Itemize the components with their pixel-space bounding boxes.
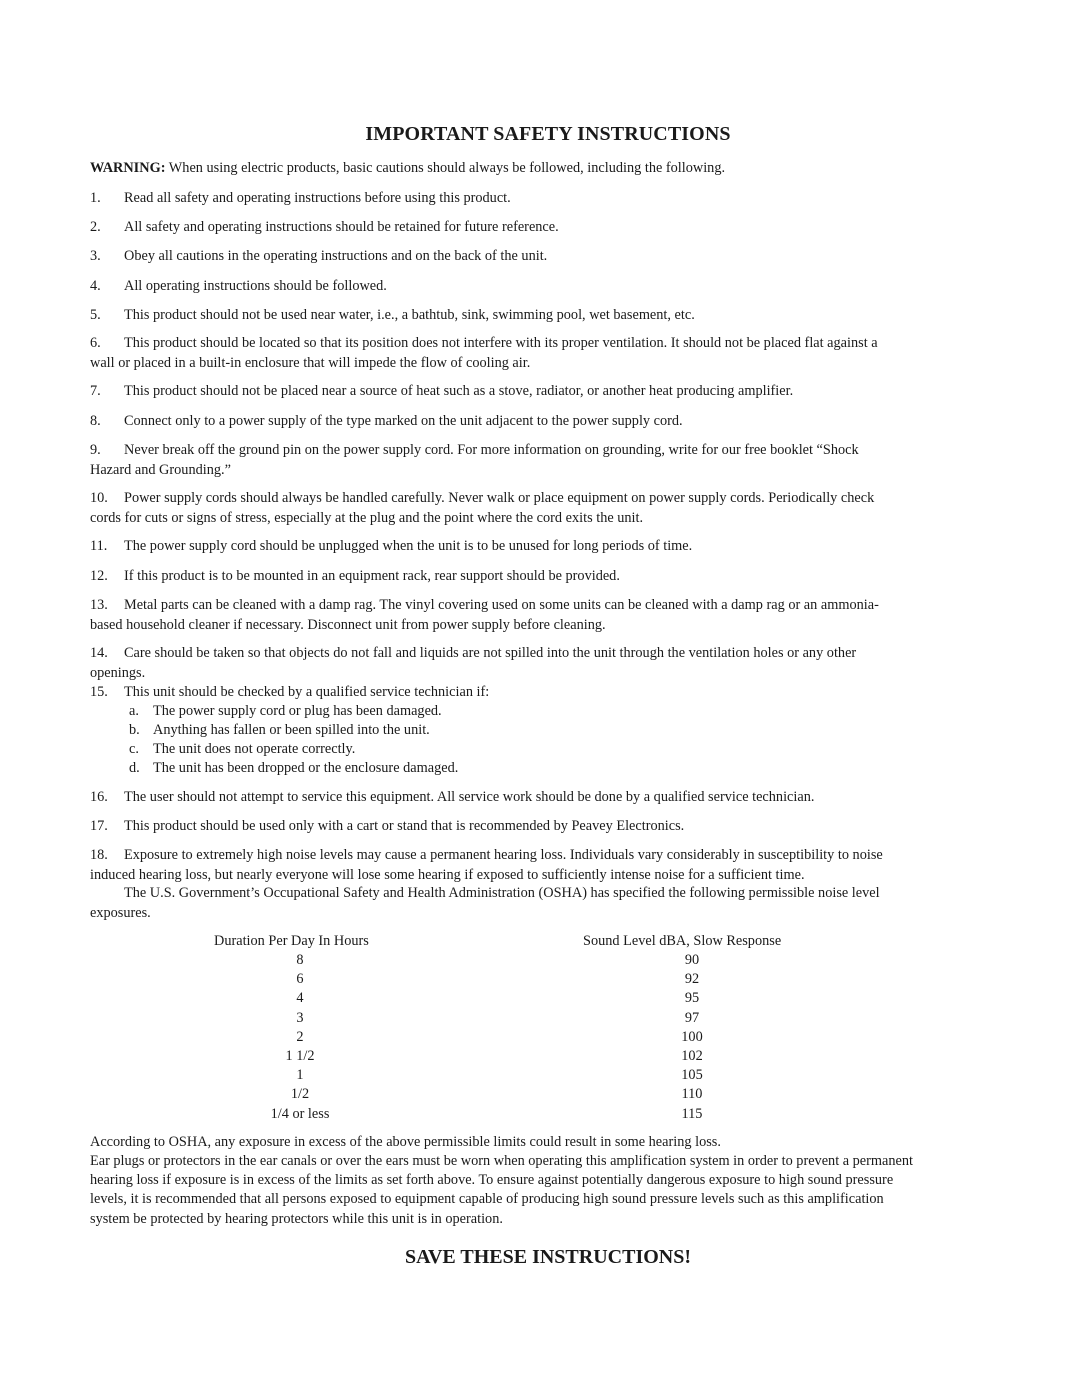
item-text: This unit should be checked by a qualified service technician if: — [124, 684, 490, 700]
item-text: This product should be used only with a cart or stand that is recommended by Peavey Electronics. — [124, 818, 685, 834]
table-column-duration — [220, 951, 380, 1124]
table-cell: 102 — [681, 1047, 703, 1064]
list-item — [90, 305, 695, 325]
list-item — [90, 440, 859, 480]
item-text: Connect only to a power supply of the type marked on the unit adjacent to the power supply cord. — [124, 413, 683, 429]
item-text: Read all safety and operating instructions before using this product. — [124, 190, 511, 206]
item-number: 12. — [90, 568, 108, 584]
sub-list-item — [129, 740, 355, 759]
item-text-continued: wall or placed in a built-in enclosure that will impede the flow of cooling air. — [90, 355, 531, 371]
osha-intro-line: The U.S. Government’s Occupational Safety and Health Administration (OSHA) has specified the following permissible noise level — [124, 885, 880, 901]
list-item — [90, 188, 511, 208]
item-number: 8. — [90, 413, 101, 429]
closing-line: system be protected by hearing protectors while this unit is in operation. — [90, 1211, 503, 1227]
list-item — [90, 333, 878, 373]
table-cell: 105 — [681, 1067, 703, 1084]
item-number: 16. — [90, 789, 108, 805]
table-cell: 115 — [681, 1105, 703, 1122]
table-cell: 1 — [296, 1067, 304, 1084]
page-title: IMPORTANT SAFETY INSTRUCTIONS — [365, 123, 731, 145]
item-number: 6. — [90, 335, 101, 351]
sub-item-text: The unit does not operate correctly. — [153, 741, 356, 757]
table-cell: 95 — [684, 990, 700, 1007]
sub-item-text: Anything has fallen or been spilled into the unit. — [153, 722, 430, 738]
save-instructions-heading: SAVE THESE INSTRUCTIONS! — [404, 1246, 692, 1268]
sub-item-text: The power supply cord or plug has been damaged. — [153, 703, 442, 719]
item-text-continued: based household cleaner if necessary. Disconnect unit from power supply before cleaning. — [90, 617, 606, 633]
table-cell: 1/4 or less — [270, 1105, 330, 1122]
item-text: All operating instructions should be followed. — [124, 278, 387, 294]
closing-line: levels, it is recommended that all persons exposed to equipment capable of producing high sound pressure levels such as this amplification — [90, 1191, 884, 1207]
table-cell: 110 — [681, 1086, 703, 1103]
sub-item-label: d. — [129, 760, 140, 776]
table-cell: 4 — [296, 990, 304, 1007]
table-cell: 2 — [296, 1028, 304, 1045]
list-item — [90, 566, 620, 586]
list-item — [90, 643, 856, 683]
item-text: Never break off the ground pin on the power supply cord. For more information on grounding, write for our free booklet “Shock — [124, 442, 859, 458]
item-number: 17. — [90, 818, 108, 834]
table-cell: 6 — [296, 971, 304, 988]
list-item — [90, 595, 879, 635]
item-number: 13. — [90, 597, 108, 613]
item-text-continued: cords for cuts or signs of stress, especially at the plug and the point where the cord exits the unit. — [90, 510, 644, 526]
item-text: Obey all cautions in the operating instructions and on the back of the unit. — [124, 248, 548, 264]
list-item — [90, 536, 692, 556]
sub-item-label: a. — [129, 703, 139, 719]
table-column-sound-level — [652, 951, 732, 1124]
item-number: 3. — [90, 248, 101, 264]
table-cell: 100 — [681, 1028, 703, 1045]
item-number: 14. — [90, 645, 108, 661]
item-number: 18. — [90, 847, 108, 863]
item-text-continued: Hazard and Grounding.” — [90, 462, 231, 478]
table-cell: 1 1/2 — [285, 1047, 315, 1064]
list-item — [90, 217, 559, 237]
sub-item-label: c. — [129, 741, 139, 757]
sub-list-item — [129, 702, 442, 721]
item-text: The user should not attempt to service this equipment. All service work should be done by a qualified service technician. — [124, 789, 815, 805]
table-cell: 1/2 — [290, 1086, 310, 1103]
list-item — [90, 276, 387, 296]
item-number: 9. — [90, 442, 101, 458]
closing-line: Ear plugs or protectors in the ear canals or over the ears must be worn when operating this amplification system in order to prevent a permanent — [90, 1153, 913, 1169]
item-number: 2. — [90, 219, 101, 235]
item-text: If this product is to be mounted in an equipment rack, rear support should be provided. — [124, 568, 620, 584]
sub-item-text: The unit has been dropped or the enclosure damaged. — [153, 760, 459, 776]
item-number: 11. — [90, 538, 108, 554]
item-text: Exposure to extremely high noise levels may cause a permanent hearing loss. Individuals vary considerably in susceptibility to noise — [124, 847, 883, 863]
list-item — [90, 411, 683, 431]
table-cell: 92 — [684, 971, 700, 988]
item-text: All safety and operating instructions should be retained for future reference. — [124, 219, 559, 235]
table-cell: 8 — [296, 952, 304, 968]
item-number: 1. — [90, 190, 101, 206]
warning-text: When using electric products, basic cautions should always be followed, including the following. — [168, 160, 726, 176]
osha-note: According to OSHA, any exposure in excess of the above permissible limits could result in some hearing loss. — [90, 1134, 721, 1150]
item-text: This product should not be placed near a source of heat such as a stove, radiator, or another heat producing amplifier. — [124, 383, 794, 399]
table-header-duration: Duration Per Day In Hours — [214, 933, 369, 949]
osha-intro-continued: exposures. — [90, 905, 151, 921]
list-item — [90, 682, 489, 702]
sub-list-item — [129, 721, 430, 740]
sub-item-label: b. — [129, 722, 140, 738]
item-number: 7. — [90, 383, 101, 399]
item-text: Metal parts can be cleaned with a damp rag. The vinyl covering used on some units can be cleaned with a damp rag or an ammonia- — [124, 597, 879, 613]
list-item — [90, 246, 547, 266]
item-text: Power supply cords should always be handled carefully. Never walk or place equipment on power supply cords. Periodically check — [124, 490, 875, 506]
warning-label: WARNING: — [90, 160, 166, 176]
item-text-continued: induced hearing loss, but nearly everyone will lose some hearing if exposed to sufficiently intense noise for a sufficient time. — [90, 867, 805, 883]
sub-list-item — [129, 759, 458, 778]
closing-line: hearing loss if exposure is in excess of the limits as set forth above. To ensure against potentially dangerous exposure to high sound pressure — [90, 1172, 894, 1188]
list-item — [90, 845, 883, 885]
item-text: This product should be located so that its position does not interfere with its proper ventilation. It should not be placed flat against a — [124, 335, 878, 351]
item-text-continued: openings. — [90, 665, 146, 681]
table-cell: 97 — [684, 1009, 700, 1026]
item-number: 4. — [90, 278, 101, 294]
list-item — [90, 787, 814, 807]
list-item — [90, 816, 684, 836]
list-item — [90, 488, 874, 528]
table-cell: 3 — [296, 1009, 304, 1026]
item-number: 10. — [90, 490, 108, 506]
table-cell: 90 — [684, 952, 700, 968]
item-number: 5. — [90, 307, 101, 323]
item-text: This product should not be used near water, i.e., a bathtub, sink, swimming pool, wet basement, etc. — [124, 307, 695, 323]
warning-line — [90, 158, 725, 178]
item-number: 15. — [90, 684, 108, 700]
table-header-sound-level: Sound Level dBA, Slow Response — [583, 933, 782, 949]
item-text: Care should be taken so that objects do not fall and liquids are not spilled into the unit through the ventilation holes or any other — [124, 645, 857, 661]
item-text: The power supply cord should be unplugged when the unit is to be unused for long periods of time. — [124, 538, 693, 554]
list-item — [90, 381, 793, 401]
